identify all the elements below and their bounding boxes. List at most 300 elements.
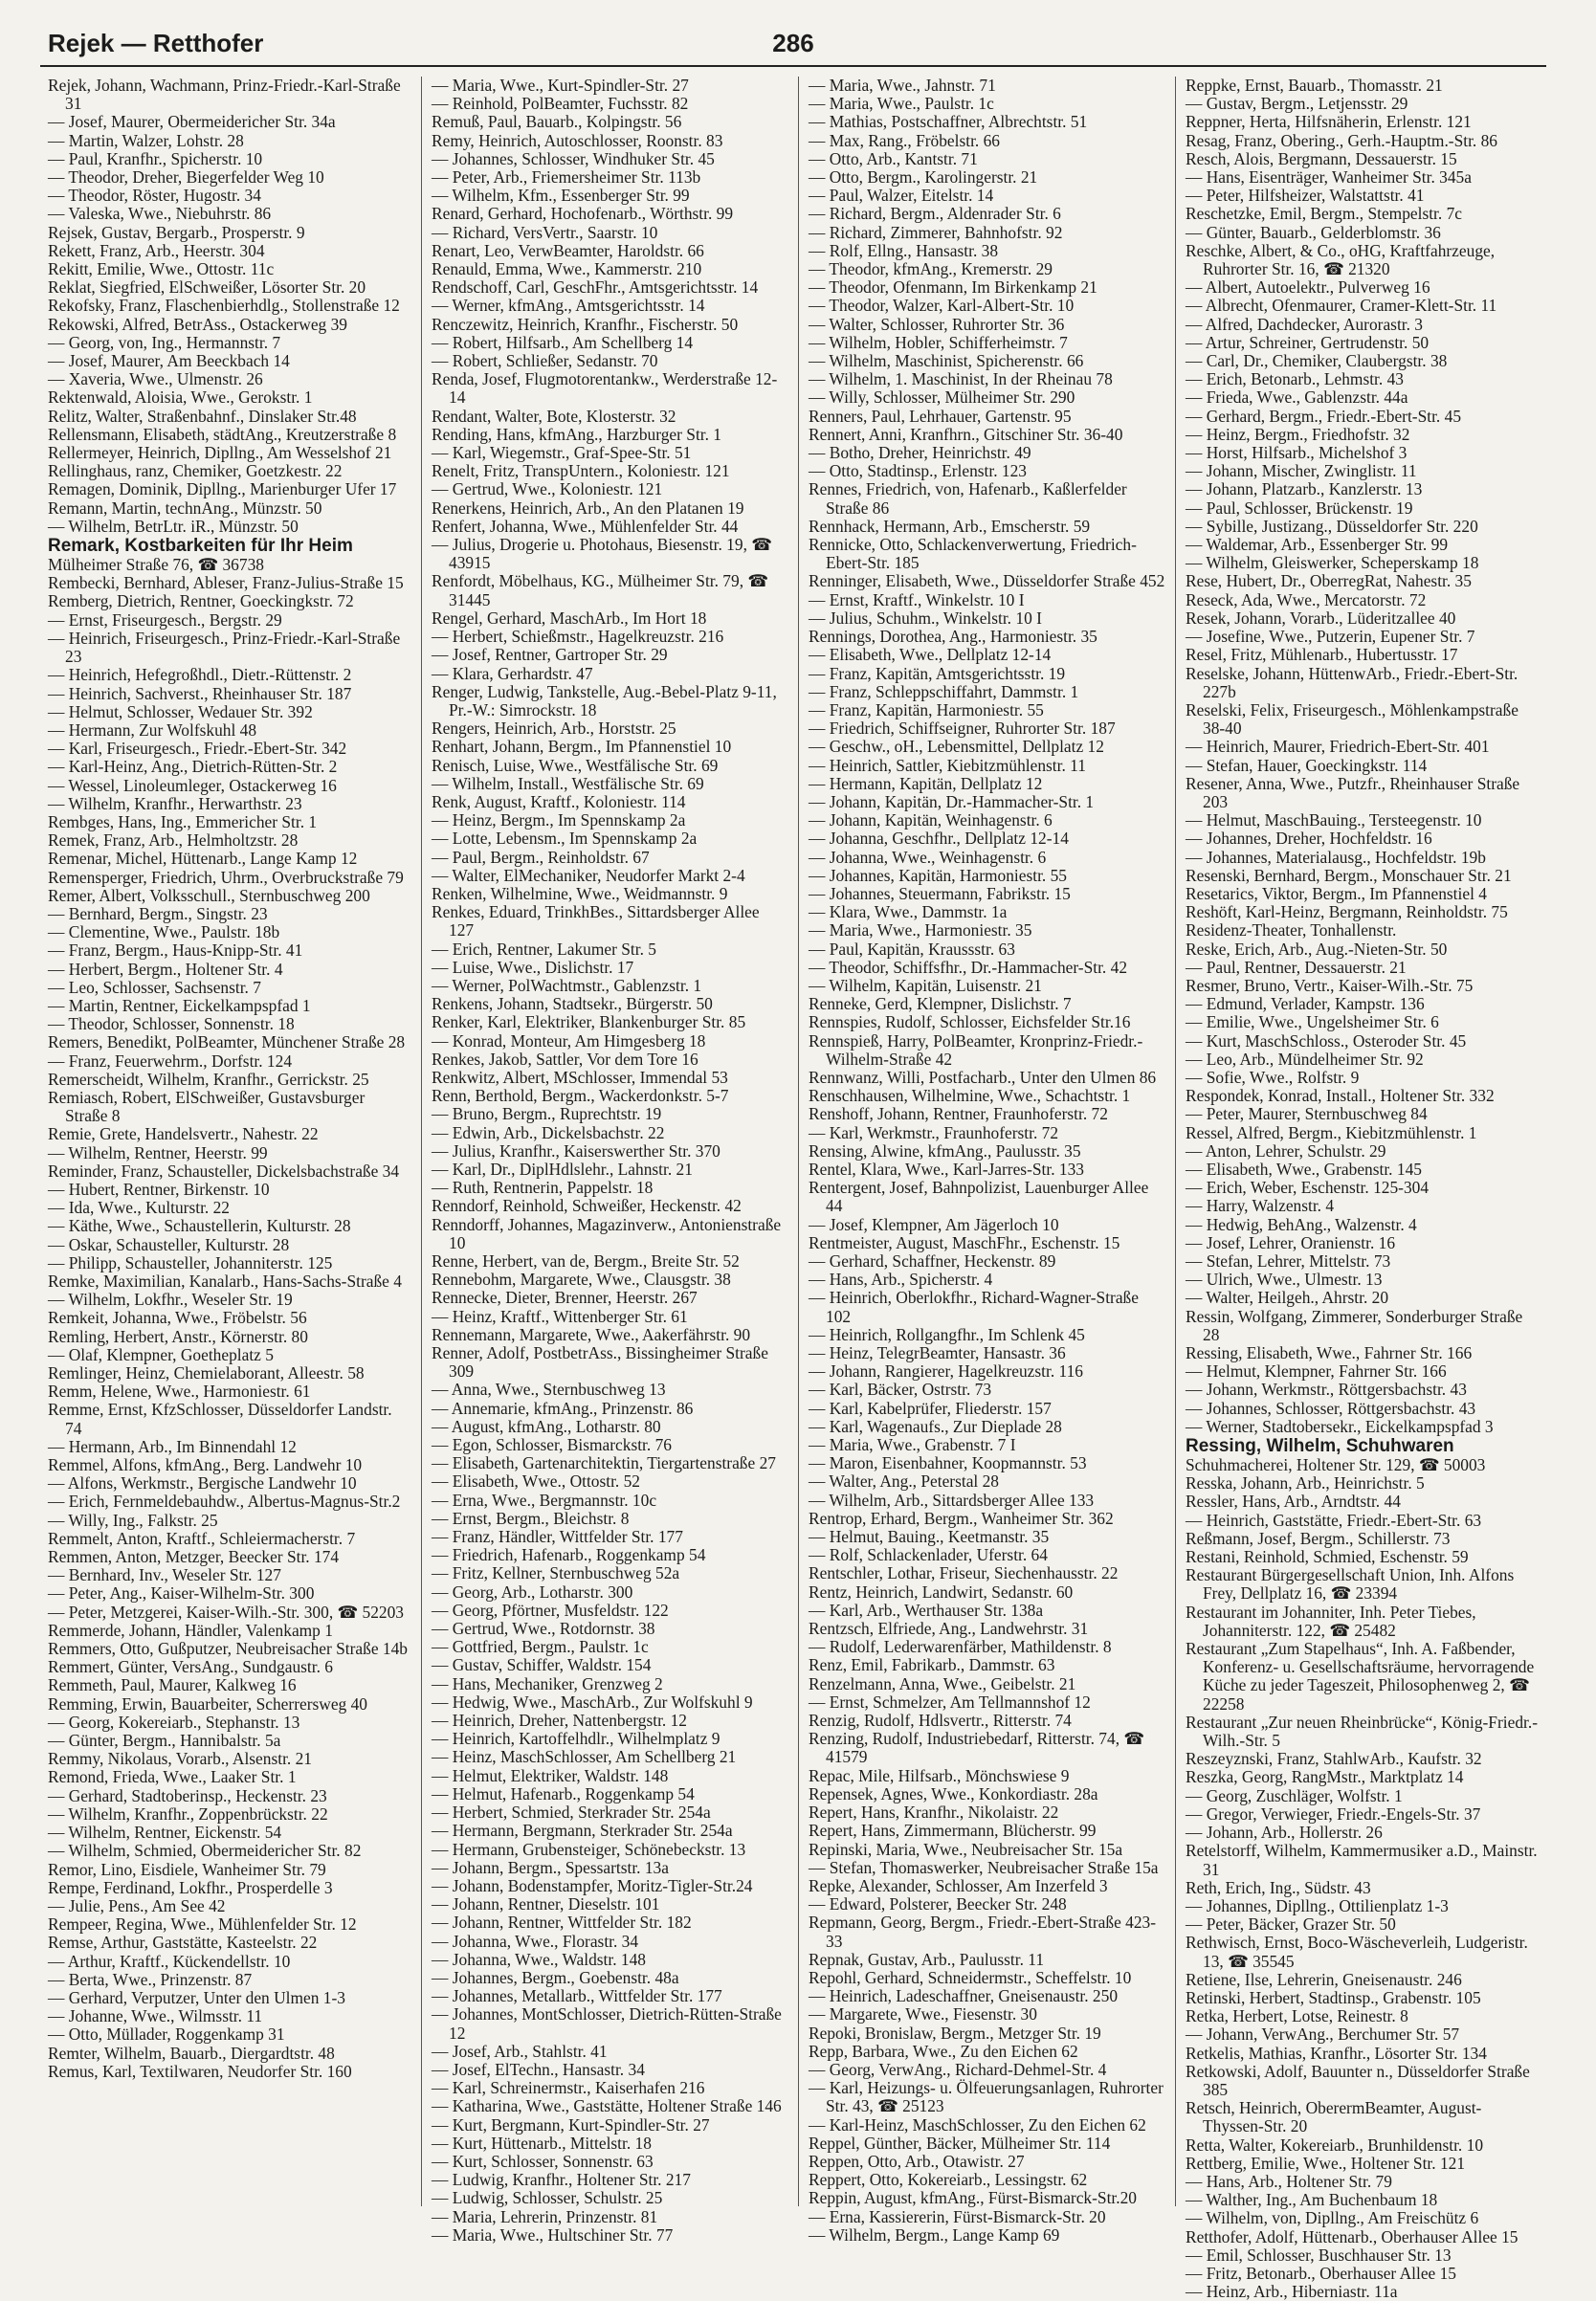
directory-entry: — Heinz, TelegrBeamter, Hansastr. 36 (809, 1343, 1066, 1363)
directory-entry: — Karl-Heinz, MaschSchlosser, Zu den Eichen 62 (809, 2114, 1146, 2135)
directory-entry: Retkowski, Adolf, Bauunter n., Düsseldorfer Straße 385 (1186, 2061, 1530, 2099)
directory-entry: — Sybille, Justizang., Düsseldorfer Str. 220 (1186, 516, 1478, 536)
directory-entry: — Walter, Ang., Peterstal 28 (809, 1471, 999, 1492)
directory-entry: — Theodor, Schlosser, Sonnenstr. 18 (48, 1014, 295, 1034)
directory-entry: — Gertrud, Wwe., Rotdornstr. 38 (432, 1619, 655, 1639)
directory-entry: — Wilhelm, Schmied, Obermeidericher Str. 82 (48, 1841, 362, 1861)
directory-entry: Reselski, Felix, Friseurgesch., Möhlenkampstraße 38-40 (1186, 699, 1518, 739)
directory-entry: Remmerde, Johann, Händler, Valenkamp 1 (48, 1620, 333, 1640)
directory-entry: Renfert, Johanna, Wwe., Mühlenfelder Str. 44 (432, 516, 739, 536)
directory-entry: — Emilie, Wwe., Ungelsheimer Str. 6 (1186, 1012, 1439, 1032)
directory-entry: Retelstorff, Wilhelm, Kammermusiker a.D., Mainstr. 31 (1186, 1841, 1538, 1879)
directory-entry: Renda, Josef, Flugmotorentankw., Werderstraße 12-14 (432, 369, 778, 408)
directory-entry: — Richard, Bergm., Aldenrader Str. 6 (809, 204, 1061, 224)
directory-entry: Remmelt, Anton, Kraftf., Schleiermacherstr. 7 (48, 1528, 356, 1548)
directory-entry: — Hedwig, BehAng., Walzenstr. 4 (1186, 1214, 1417, 1234)
directory-entry: Remter, Wilhelm, Bauarb., Diergardtstr. 48 (48, 2043, 335, 2063)
directory-entry: — Heinrich, Maurer, Friedrich-Ebert-Str. 401 (1186, 737, 1490, 757)
directory-entry: Repp, Barbara, Wwe., Zu den Eichen 62 (809, 2041, 1078, 2061)
directory-entry: Residenz-Theater, Tonhallenstr. (1186, 920, 1397, 940)
directory-entry: Reschke, Albert, & Co., oHG, Kraftfahrzeuge, Ruhrorter Str. 16, ☎ 21320 (1186, 240, 1496, 279)
directory-entry: — Heinz, Bergm., Im Spennskamp 2a (432, 810, 686, 830)
directory-entry: — Gustav, Bergm., Letjensstr. 29 (1186, 94, 1408, 114)
directory-entry: — Paul, Rentner, Dessauerstr. 21 (1186, 957, 1407, 977)
directory-entry: — Karl, Dr., DiplHdlslehr., Lahnstr. 21 (432, 1159, 693, 1179)
page-number: 286 (772, 29, 814, 57)
directory-entry: Remling, Herbert, Anstr., Körnerstr. 80 (48, 1326, 308, 1346)
directory-entry: Renhart, Johann, Bergm., Im Pfannenstiel 10 (432, 737, 732, 757)
directory-entry: Repke, Alexander, Schlosser, Am Inzerfeld 3 (809, 1875, 1108, 1895)
directory-entry: Rethwisch, Ernst, Boco-Wäscheverleih, Ludgeristr. 13, ☎ 35545 (1186, 1933, 1528, 1971)
directory-entry: Respondek, Konrad, Install., Holtener Str. 332 (1186, 1086, 1495, 1106)
directory-entry: Remie, Grete, Handelsvertr., Nahestr. 22 (48, 1124, 319, 1144)
directory-entry: Resel, Fritz, Mühlenarb., Hubertusstr. 17 (1186, 645, 1458, 665)
directory-entry: Rentmeister, August, MaschFhr., Eschenstr. 15 (809, 1232, 1120, 1252)
directory-entry: — Johann, Platzarb., Kanzlerstr. 13 (1186, 479, 1423, 499)
directory-entry: — Maria, Wwe., Grabenstr. 7 I (809, 1435, 1016, 1455)
directory-entry: — Josef, ElTechn., Hansastr. 34 (432, 2059, 645, 2079)
directory-entry: — Karl, Arb., Werthauser Str. 138a (809, 1600, 1044, 1620)
directory-entry: — Edmund, Verlader, Kampstr. 136 (1186, 994, 1425, 1014)
directory-entry: Reshöft, Karl-Heinz, Bergmann, Reinholdstr. 75 (1186, 902, 1508, 922)
directory-entry: Repmann, Georg, Bergm., Friedr.-Ebert-Straße 423-33 (809, 1913, 1157, 1951)
directory-entry: — Josefine, Wwe., Putzerin, Eupener Str. 7 (1186, 627, 1475, 647)
directory-entry: — Arthur, Kraftf., Kückendellstr. 10 (48, 1951, 291, 1971)
directory-entry: — Leo, Arb., Mündelheimer Str. 92 (1186, 1049, 1424, 1069)
directory-entry: — Kurt, Hüttenarb., Mittelstr. 18 (432, 2133, 652, 2153)
directory-entry: — Josef, Maurer, Am Beeckbach 14 (48, 351, 290, 371)
directory-entry: — Peter, Hilfsheizer, Walstattstr. 41 (1186, 186, 1425, 206)
directory-entry: — Leo, Schlosser, Sachsenstr. 7 (48, 977, 261, 997)
directory-entry: — Ludwig, Kranfhr., Holtener Str. 217 (432, 2170, 691, 2190)
directory-entry: — Werner, Stadtobersekr., Eickelkampspfad 3 (1186, 1416, 1494, 1436)
directory-entry: — Paul, Bergm., Reinholdstr. 67 (432, 847, 650, 867)
directory-entry: — Franz, Bergm., Haus-Knipp-Str. 41 (48, 940, 303, 961)
directory-entry: — Johannes, Schlosser, Röttgersbachstr. 43 (1186, 1398, 1476, 1418)
directory-entry: Rekofsky, Franz, Flaschenbierhdlg., Stollenstraße 12 (48, 296, 400, 316)
directory-entry: Renfordt, Möbelhaus, KG., Mülheimer Str. 79, ☎ 31445 (432, 571, 769, 609)
directory-entry: — Otto, Bergm., Karolingerstr. 21 (809, 167, 1038, 188)
directory-entry: — Paul, Kranfhr., Spicherstr. 10 (48, 148, 263, 168)
directory-entry: — Theodor, kfmAng., Kremerstr. 29 (809, 259, 1053, 279)
directory-entry: Reschetzke, Emil, Bergm., Stempelstr. 7c (1186, 204, 1462, 224)
directory-entry: Restaurant im Johanniter, Inh. Peter Tiebes, Johanniterstr. 122, ☎ 25482 (1186, 1602, 1476, 1640)
directory-entry: Reth, Erich, Ing., Südstr. 43 (1186, 1877, 1371, 1897)
directory-entry: Remberg, Dietrich, Rentner, Goeckingkstr. 72 (48, 591, 354, 611)
directory-entry: — Johann, Arb., Hollerstr. 26 (1186, 1823, 1383, 1843)
directory-entry: — Peter, Metzgerei, Kaiser-Wilh.-Str. 300, ☎ 52203 (48, 1602, 404, 1622)
directory-entry: Renelt, Fritz, TranspUntern., Koloniestr. 121 (432, 461, 730, 481)
directory-entry: — Annemarie, kfmAng., Prinzenstr. 86 (432, 1398, 694, 1418)
directory-entry: — Artur, Schreiner, Gertrudenstr. 50 (1186, 332, 1430, 352)
directory-entry: Rekett, Franz, Arb., Heerstr. 304 (48, 240, 265, 260)
directory-entry: — Josef, Lehrer, Oranienstr. 16 (1186, 1232, 1396, 1252)
advertisement-entry: Remark, Kostbarkeiten für Ihr Heim (48, 536, 353, 557)
directory-entry: Remmeth, Paul, Maurer, Kalkweg 16 (48, 1675, 297, 1695)
directory-entry: — Egon, Schlosser, Bismarckstr. 76 (432, 1435, 672, 1455)
directory-entry: Renk, August, Kraftf., Koloniestr. 114 (432, 791, 686, 811)
directory-entry: Rellensmann, Elisabeth, städtAng., Kreutzerstraße 8 (48, 424, 397, 444)
directory-entry: — Ernst, Kraftf., Winkelstr. 10 I (809, 589, 1025, 609)
directory-entry: — Georg, Arb., Lotharstr. 300 (432, 1582, 633, 1602)
directory-entry: Remus, Karl, Textilwaren, Neudorfer Str. 160 (48, 2061, 352, 2081)
directory-entry: Restaurant „Zur neuen Rheinbrücke“, König-Friedr.-Wilh.-Str. 5 (1186, 1712, 1538, 1751)
directory-entry: Repohl, Gerhard, Schneidermstr., Scheffelstr. 10 (809, 1967, 1132, 1987)
directory-entry: Remlinger, Heinz, Chemielaborant, Alleestr. 58 (48, 1363, 365, 1383)
directory-entry: — Wilhelm, Bergm., Lange Kamp 69 (809, 2224, 1060, 2245)
directory-entry: Ressler, Hans, Arb., Arndtstr. 44 (1186, 1492, 1401, 1512)
directory-entry: — Maria, Wwe., Harmoniestr. 35 (809, 920, 1032, 940)
directory-entry: Resetarics, Viktor, Bergm., Im Pfannenstiel 4 (1186, 883, 1487, 903)
directory-entry: — Johann, Rentner, Wittfelder Str. 182 (432, 1913, 692, 1933)
directory-entry: — Harry, Walzenstr. 4 (1186, 1196, 1335, 1216)
directory-entry: Reselske, Johann, HüttenwArb., Friedr.-Ebert-Str. 227b (1186, 663, 1518, 701)
directory-entry: Repensek, Agnes, Wwe., Konkordiastr. 28a (809, 1783, 1098, 1803)
directory-entry: Renzing, Rudolf, Industriebedarf, Ritterstr. 74, ☎ 41579 (809, 1729, 1145, 1767)
directory-entry: Renkens, Johann, Stadtsekr., Bürgerstr. 50 (432, 994, 713, 1014)
directory-entry: — Gerhard, Verputzer, Unter den Ulmen 1-3 (48, 1987, 345, 2007)
directory-entry: — Karl, Bäcker, Ostrstr. 73 (809, 1380, 992, 1400)
directory-entry: — Georg, Pförtner, Musfeldstr. 122 (432, 1600, 669, 1620)
directory-entry: Renners, Paul, Lehrhauer, Gartenstr. 95 (809, 406, 1072, 426)
directory-entry: — Hans, Arb., Spicherstr. 4 (809, 1270, 993, 1290)
directory-entry: Remagen, Dominik, Dipllng., Marienburger Ufer 17 (48, 479, 397, 499)
directory-entry: Remke, Maximilian, Kanalarb., Hans-Sachs-Straße 4 (48, 1272, 402, 1291)
directory-entry: — Heinrich, Rollgangfhr., Im Schlenk 45 (809, 1324, 1085, 1344)
directory-entry: — Bernhard, Inv., Weseler Str. 127 (48, 1565, 281, 1585)
directory-entry: Rennhack, Hermann, Arb., Emscherstr. 59 (809, 516, 1091, 536)
directory-entry: Reppel, Günther, Bäcker, Mülheimer Str. 114 (809, 2133, 1111, 2153)
directory-entry: — Julius, Kranfhr., Kaiserswerther Str. 370 (432, 1140, 720, 1161)
directory-entry: Renninger, Elisabeth, Wwe., Düsseldorfer Straße 452 (809, 571, 1165, 591)
directory-entry: Resenski, Bernhard, Bergm., Monschauer Str. 21 (1186, 865, 1512, 885)
directory-entry: — Hans, Mechaniker, Grenzweg 2 (432, 1673, 663, 1693)
directory-entry: — Robert, Schließer, Sedanstr. 70 (432, 351, 658, 371)
directory-entry: Rendschoff, Carl, GeschFhr., Amtsgerichtsstr. 14 (432, 277, 759, 298)
directory-entry: — Friedrich, Schiffseigner, Ruhrorter Str. 187 (809, 719, 1116, 739)
directory-entry: — Willy, Schlosser, Mülheimer Str. 290 (809, 387, 1075, 408)
directory-entry: — Wilhelm, Kranfhr., Zoppenbrückstr. 22 (48, 1803, 328, 1824)
directory-entry: Renner, Adolf, PostbetrAss., Bissingheimer Straße 309 (432, 1343, 768, 1382)
directory-entry: Rekitt, Emilie, Wwe., Ottostr. 11c (48, 259, 275, 279)
directory-entry: Remmers, Otto, Gußputzer, Neubreisacher Straße 14b (48, 1639, 408, 1659)
directory-entry: — Sofie, Wwe., Rolfstr. 9 (1186, 1067, 1360, 1087)
directory-entry: — Erich, Rentner, Lakumer Str. 5 (432, 939, 656, 959)
directory-entry: — Ernst, Bergm., Bleichstr. 8 (432, 1508, 630, 1528)
directory-entry: — Franz, Feuerwehrm., Dorfstr. 124 (48, 1051, 293, 1071)
directory-entry: — Georg, Kokereiarb., Stephanstr. 13 (48, 1712, 300, 1732)
directory-entry: Remond, Frieda, Wwe., Laaker Str. 1 (48, 1767, 297, 1787)
directory-entry: — Paul, Schlosser, Brückenstr. 19 (1186, 498, 1413, 518)
directory-entry: — Wilhelm, Hobler, Schifferheimstr. 7 (809, 332, 1068, 352)
directory-entry: Remek, Franz, Arb., Helmholtzstr. 28 (48, 830, 299, 851)
directory-entry: Rentz, Heinrich, Landwirt, Sedanstr. 60 (809, 1582, 1074, 1602)
directory-entry: Rejsek, Gustav, Bergarb., Prosperstr. 9 (48, 222, 305, 242)
directory-entry: Reppke, Ernst, Bauarb., Thomasstr. 21 (1186, 76, 1443, 95)
directory-entry: — Erna, Kassiererin, Fürst-Bismarck-Str. 20 (809, 2206, 1106, 2226)
directory-entry: — Johanna, Wwe., Florastr. 34 (432, 1931, 639, 1951)
directory-entry: Rennecke, Dieter, Brenner, Heerstr. 267 (432, 1288, 698, 1308)
directory-entry: Rempe, Ferdinand, Lokfhr., Prosperdelle 3 (48, 1877, 333, 1897)
directory-entry: — Johann, Bodenstampfer, Moritz-Tigler-Str.24 (432, 1875, 753, 1895)
directory-entry: — Hans, Eisenträger, Wanheimer Str. 345a (1186, 167, 1472, 188)
directory-entry: — Erna, Wwe., Bergmannstr. 10c (432, 1490, 657, 1510)
directory-entry: Restani, Reinhold, Schmied, Eschenstr. 59 (1186, 1547, 1469, 1567)
directory-entry: — Heinrich, Kartoffelhdlr., Wilhelmplatz 9 (432, 1729, 720, 1749)
directory-entry: Remann, Martin, technAng., Münzstr. 50 (48, 498, 322, 518)
directory-entry: — Karl, Wiegemstr., Graf-Spee-Str. 51 (432, 443, 692, 463)
directory-entry: Rektenwald, Aloisia, Wwe., Gerokstr. 1 (48, 387, 313, 408)
directory-entry: — Hermann, Arb., Im Binnendahl 12 (48, 1436, 297, 1456)
directory-entry: — Johann, Rangierer, Hagelkreuzstr. 116 (809, 1361, 1083, 1382)
directory-entry: — Olaf, Klempner, Goetheplatz 5 (48, 1344, 274, 1364)
directory-entry: — Johanne, Wwe., Wilmsstr. 11 (48, 2006, 263, 2026)
directory-entry: — Walter, Schlosser, Ruhrorter Str. 36 (809, 314, 1065, 334)
running-head: Rejek — Retthofer (48, 29, 264, 57)
directory-entry: Rengel, Gerhard, MaschArb., Im Hort 18 (432, 608, 707, 628)
directory-entry: Renard, Gerhard, Hochofenarb., Wörthstr. 99 (432, 204, 734, 224)
directory-entry: — Wilhelm, Gleiswerker, Scheperskamp 18 (1186, 553, 1479, 573)
directory-entry: — Helmut, Klempner, Fahrner Str. 166 (1186, 1361, 1447, 1382)
directory-entry: — Wilhelm, Kfm., Essenberger Str. 99 (432, 186, 690, 206)
directory-entry: — Xaveria, Wwe., Ulmenstr. 26 (48, 369, 263, 389)
directory-entry: Renz, Emil, Fabrikarb., Dammstr. 63 (809, 1655, 1055, 1675)
directory-entry: — Hermann, Bergmann, Sterkrader Str. 254a (432, 1821, 733, 1841)
directory-entry: Renauld, Emma, Wwe., Kammerstr. 210 (432, 259, 702, 279)
directory-entry: — Peter, Bäcker, Grazer Str. 50 (1186, 1914, 1396, 1935)
directory-entry: Repac, Mile, Hilfsarb., Mönchswiese 9 (809, 1765, 1070, 1785)
directory-entry: — Max, Rang., Fröbelstr. 66 (809, 130, 1000, 150)
directory-entry: — Elisabeth, Gartenarchitektin, Tiergartenstraße 27 (432, 1453, 776, 1473)
directory-entry: Renkes, Eduard, TrinkhBes., Sittardsberger Allee 127 (432, 902, 760, 940)
directory-entry: — Alfred, Dachdecker, Aurorastr. 3 (1186, 314, 1424, 334)
directory-entry: — Johannes, Dreher, Hochfeldstr. 16 (1186, 829, 1432, 849)
directory-entry: Rese, Hubert, Dr., OberregRat, Nahestr. 35 (1186, 571, 1472, 591)
directory-entry: Remm, Helene, Wwe., Harmoniestr. 61 (48, 1382, 311, 1402)
directory-entry: — Heinrich, Dreher, Nattenbergstr. 12 (432, 1711, 688, 1731)
directory-entry: — Horst, Hilfsarb., Michelshof 3 (1186, 443, 1408, 463)
directory-entry: — Gerhard, Bergm., Friedr.-Ebert-Str. 45 (1186, 406, 1462, 426)
directory-entry: Rellinghaus, ranz, Chemiker, Goetzkestr. 22 (48, 461, 343, 481)
directory-entry: — Julius, Drogerie u. Photohaus, Biesenstr. 19, ☎ 43915 (432, 535, 772, 573)
directory-entry: Rennebohm, Margarete, Wwe., Clausgstr. 38 (432, 1270, 731, 1290)
directory-entry: Retthofer, Adolf, Hüttenarb., Oberhauser Allee 15 (1186, 2226, 1518, 2246)
directory-entry: — Elisabeth, Wwe., Ottostr. 52 (432, 1471, 641, 1492)
directory-entry: Rempeer, Regina, Wwe., Mühlenfelder Str. 12 (48, 1914, 357, 1935)
directory-entry: Renerkens, Heinrich, Arb., An den Platanen 19 (432, 498, 744, 518)
directory-entry: — Karl, Kabelprüfer, Fliederstr. 157 (809, 1398, 1052, 1418)
directory-entry: — Albert, Autoelektr., Pulverweg 16 (1186, 277, 1430, 298)
directory-entry: — Hermann, Kapitän, Dellplatz 12 (809, 773, 1043, 793)
directory-entry: — Gregor, Verwieger, Friedr.-Engels-Str. 37 (1186, 1803, 1481, 1824)
directory-entry: — Erich, Betonarb., Lehmstr. 43 (1186, 369, 1404, 389)
directory-entry: — Fritz, Betonarb., Oberhauser Allee 15 (1186, 2263, 1457, 2283)
directory-entry: — Gertrud, Wwe., Koloniestr. 121 (432, 479, 663, 499)
directory-entry: Remensperger, Friedrich, Uhrm., Overbruckstraße 79 (48, 867, 404, 887)
directory-entry: — Edward, Polsterer, Beecker Str. 248 (809, 1894, 1067, 1914)
directory-entry: — Hedwig, Wwe., MaschArb., Zur Wolfskuhl 9 (432, 1692, 753, 1712)
directory-entry: Repinski, Maria, Wwe., Neubreisacher Str. 15a (809, 1839, 1123, 1859)
directory-entry: Remmert, Günter, VersAng., Sundgaustr. 6 (48, 1657, 333, 1677)
directory-entry: Renisch, Luise, Wwe., Westfälische Str. 69 (432, 755, 719, 775)
directory-entry: Retta, Walter, Kokereiarb., Brunhildenstr. 10 (1186, 2135, 1484, 2155)
directory-entry: — Maria, Wwe., Jahnstr. 71 (809, 76, 996, 95)
directory-entry: Rennspieß, Harry, PolBeamter, Kronprinz-Friedr.-Wilhelm-Straße 42 (809, 1030, 1143, 1069)
directory-entry: Repert, Hans, Kranfhr., Nikolaistr. 22 (809, 1803, 1059, 1823)
directory-entry: Remer, Albert, Volksschull., Sternbuschweg 200 (48, 885, 370, 905)
directory-entry: — Josef, Rentner, Gartroper Str. 29 (432, 645, 668, 665)
directory-entry: — Günter, Bauarb., Gelderblomstr. 36 (1186, 222, 1441, 242)
directory-entry: Retinski, Herbert, Stadtinsp., Grabenstr. 105 (1186, 1987, 1481, 2007)
directory-entry: Resch, Alois, Bergmann, Dessauerstr. 15 (1186, 148, 1457, 168)
directory-entry: — Hermann, Zur Wolfskuhl 48 (48, 719, 257, 740)
directory-entry: — Ruth, Rentnerin, Pappelstr. 18 (432, 1178, 654, 1198)
directory-entry: — Johannes, Bergm., Goebenstr. 48a (432, 1967, 679, 1987)
directory-entry: — Wilhelm, 1. Maschinist, In der Rheinau 78 (809, 369, 1113, 389)
directory-entry: — Ludwig, Schlosser, Schulstr. 25 (432, 2188, 663, 2208)
directory-entry: Renndorff, Johannes, Magazinverw., Antonienstraße 10 (432, 1214, 782, 1252)
directory-entry: Relitz, Walter, Straßenbahnf., Dinslaker Str.48 (48, 406, 357, 426)
directory-entry: — Fritz, Kellner, Sternbuschweg 52a (432, 1563, 680, 1583)
directory-entry: Renkwitz, Albert, MSchlosser, Immendal 53 (432, 1067, 728, 1087)
directory-entry: — Geschw., oH., Lebensmittel, Dellplatz 12 (809, 737, 1104, 757)
directory-entry: — Wilhelm, von, Dipllng., Am Freischütz 6 (1186, 2208, 1479, 2228)
directory-entry: Ressin, Wolfgang, Zimmerer, Sonderburger Straße 28 (1186, 1306, 1523, 1344)
directory-entry: — Hans, Arb., Holtener Str. 79 (1186, 2171, 1392, 2191)
directory-entry: Ressing, Elisabeth, Wwe., Fahrner Str. 166 (1186, 1343, 1473, 1363)
directory-entry: — Heinrich, Gaststätte, Friedr.-Ebert-Str. 63 (1186, 1510, 1482, 1530)
directory-entry: — Johanna, Geschfhr., Dellplatz 12-14 (809, 829, 1069, 849)
directory-entry: — Gerhard, Stadtoberinsp., Heckenstr. 23 (48, 1785, 327, 1805)
directory-entry: — Günter, Bergm., Hannibalstr. 5a (48, 1731, 281, 1751)
directory-entry: — Walter, ElMechaniker, Neudorfer Markt 2-4 (432, 865, 745, 885)
directory-entry: Renzig, Rudolf, Hdlsvertr., Ritterstr. 74 (809, 1711, 1072, 1731)
directory-entry: Remor, Lino, Eisdiele, Wanheimer Str. 79 (48, 1859, 326, 1879)
directory-entry: — Wilhelm, Rentner, Heerstr. 99 (48, 1142, 268, 1162)
directory-entry: Remiasch, Robert, ElSchweißer, Gustavsburger Straße 8 (48, 1087, 366, 1126)
directory-entry: — Lotte, Lebensm., Im Spennskamp 2a (432, 829, 698, 849)
directory-entry: Rembges, Hans, Ing., Emmericher Str. 1 (48, 811, 318, 831)
directory-entry: — Heinz, Kraftf., Wittenberger Str. 61 (432, 1306, 688, 1326)
directory-entry: — Frieda, Wwe., Gablenzstr. 44a (1186, 387, 1408, 408)
directory-entry: — Maria, Lehrerin, Prinzenstr. 81 (432, 2206, 658, 2226)
directory-entry: — Otto, Müllader, Roggenkamp 31 (48, 2024, 285, 2045)
directory-entry: Retiene, Ilse, Lehrerin, Gneisenaustr. 246 (1186, 1969, 1462, 1989)
directory-entry: — Peter, Maurer, Sternbuschweg 84 (1186, 1104, 1428, 1124)
directory-entry: — Karl, Heizungs- u. Ölfeuerungsanlagen, Ruhrorter Str. 43, ☎ 25123 (809, 2078, 1164, 2116)
directory-entry: Reszka, Georg, RangMstr., Marktplatz 14 (1186, 1767, 1464, 1787)
directory-entry: Renken, Wilhelmine, Wwe., Weidmannstr. 9 (432, 883, 728, 903)
directory-entry: — Hermann, Grubensteiger, Schönebeckstr. 13 (432, 1839, 746, 1859)
directory-entry: Rendant, Walter, Bote, Klosterstr. 32 (432, 406, 676, 426)
directory-entry: — Heinrich, Sattler, Kiebitzmühlenstr. 11 (809, 755, 1086, 775)
directory-entry: — Johann, Rentner, Dieselstr. 101 (432, 1894, 660, 1914)
directory-entry: — Paul, Kapitän, Kraussstr. 63 (809, 939, 1015, 959)
directory-entry: Reßmann, Josef, Bergm., Schillerstr. 73 (1186, 1528, 1451, 1548)
directory-entry: — Oskar, Schausteller, Kulturstr. 28 (48, 1234, 290, 1254)
directory-entry: Reppin, August, kfmAng., Fürst-Bismarck-Str.20 (809, 2188, 1137, 2208)
directory-entry: Renneke, Gerd, Klempner, Dislichstr. 7 (809, 994, 1072, 1014)
directory-entry: Renker, Karl, Elektriker, Blankenburger Str. 85 (432, 1012, 746, 1032)
directory-entry: Renkes, Jakob, Sattler, Vor dem Tore 16 (432, 1049, 698, 1069)
directory-entry: — Maria, Wwe., Hultschiner Str. 77 (432, 2224, 674, 2245)
directory-entry: — Edwin, Arb., Dickelsbachstr. 22 (432, 1122, 665, 1142)
directory-entry: Repert, Hans, Zimmermann, Blücherstr. 99 (809, 1821, 1097, 1841)
directory-entry: Remmy, Nikolaus, Vorarb., Alsenstr. 21 (48, 1749, 312, 1769)
directory-entry: — Wilhelm, Kranfhr., Herwarthstr. 23 (48, 793, 302, 813)
directory-entry: Rennes, Friedrich, von, Hafenarb., Kaßlerfelder Straße 86 (809, 479, 1127, 518)
directory-entry: — Kurt, Bergmann, Kurt-Spindler-Str. 27 (432, 2114, 710, 2135)
directory-entry: Renshoff, Johann, Rentner, Fraunhoferstr. 72 (809, 1104, 1108, 1124)
directory-entry: — Maria, Wwe., Kurt-Spindler-Str. 27 (432, 76, 689, 95)
directory-entry: — Anton, Lehrer, Schulstr. 29 (1186, 1140, 1386, 1161)
directory-entry: — Walther, Ing., Am Buchenbaum 18 (1186, 2190, 1438, 2210)
directory-entry: — Franz, Schleppschiffahrt, Dammstr. 1 (809, 681, 1079, 701)
directory-entry: — Kurt, MaschSchloss., Osteroder Str. 45 (1186, 1030, 1467, 1051)
directory-entry: — Rolf, Schlackenlader, Uferstr. 64 (809, 1545, 1048, 1565)
directory-entry: Renn, Berthold, Bergm., Wackerdonkstr. 5-7 (432, 1086, 729, 1106)
directory-entry: — Karl, Wagenaufs., Zur Dieplade 28 (809, 1416, 1062, 1436)
directory-entry: Reszeyznski, Franz, StahlwArb., Kaufstr. 32 (1186, 1749, 1482, 1769)
directory-entry: — Georg, von, Ing., Hermannstr. 7 (48, 332, 281, 352)
directory-entry: — Werner, PolWachtmstr., Gablenzstr. 1 (432, 975, 702, 995)
directory-entry: — Ernst, Schmelzer, Am Tellmannshof 12 (809, 1692, 1091, 1712)
directory-entry: — Bernhard, Bergm., Singstr. 23 (48, 903, 268, 923)
directory-entry: — Paul, Walzer, Eitelstr. 14 (809, 186, 994, 206)
directory-entry: — Ida, Wwe., Kulturstr. 22 (48, 1198, 230, 1218)
directory-entry: — Robert, Hilfsarb., Am Schellberg 14 (432, 332, 694, 352)
directory-entry: Rembecki, Bernhard, Ableser, Franz-Julius-Straße 15 (48, 573, 404, 593)
directory-entry: — Willy, Ing., Falkstr. 25 (48, 1510, 218, 1530)
page-header (40, 23, 1546, 67)
directory-entry: — Wilhelm, Lokfhr., Weseler Str. 19 (48, 1290, 293, 1310)
directory-entry: Rennemann, Margarete, Wwe., Aakerfährstr. 90 (432, 1324, 751, 1344)
directory-entry: — Peter, Ang., Kaiser-Wilhelm-Str. 300 (48, 1583, 315, 1604)
directory-entry: — Theodor, Walzer, Karl-Albert-Str. 10 (809, 296, 1075, 316)
directory-entry: — Herbert, Schmied, Sterkrader Str. 254a (432, 1803, 711, 1823)
directory-entry: — Julie, Pens., Am See 42 (48, 1895, 226, 1915)
directory-entry: Retkelis, Mathias, Kranfhr., Lösorter Str. 134 (1186, 2043, 1487, 2063)
directory-entry: — Helmut, Hafenarb., Roggenkamp 54 (432, 1783, 695, 1803)
directory-entry: Renschhausen, Wilhelmine, Wwe., Schachtstr. 1 (809, 1086, 1131, 1106)
directory-entry: — Heinrich, Friseurgesch., Prinz-Friedr.-Karl-Straße 23 (48, 628, 401, 667)
directory-entry: — Albrecht, Ofenmaurer, Cramer-Klett-Str. 11 (1186, 296, 1497, 316)
directory-entry: Remers, Benedikt, PolBeamter, Münchener Straße 28 (48, 1032, 406, 1052)
column-3 (798, 76, 1175, 2245)
directory-entry: Resmer, Bruno, Vertr., Kaiser-Wilh.-Str. 75 (1186, 975, 1474, 995)
directory-entry: — Ernst, Friseurgesch., Bergstr. 29 (48, 609, 282, 630)
directory-entry: Rejek, Johann, Wachmann, Prinz-Friedr.-Karl-Straße 31 (48, 76, 401, 114)
directory-entry: — Klara, Gerhardstr. 47 (432, 663, 593, 683)
directory-entry: — Josef, Maurer, Obermeidericher Str. 34a (48, 112, 336, 132)
directory-entry: — Philipp, Schausteller, Johanniterstr. 125 (48, 1252, 333, 1272)
directory-entry: — Wilhelm, Rentner, Eickenstr. 54 (48, 1823, 282, 1843)
directory-entry: Rentzsch, Elfriede, Ang., Landwehrstr. 31 (809, 1619, 1089, 1639)
directory-entry: Renne, Herbert, van de, Bergm., Breite Str. 52 (432, 1251, 740, 1271)
directory-entry: Restaurant Bürgergesellschaft Union, Inh. Alfons Frey, Dellplatz 16, ☎ 23394 (1186, 1565, 1515, 1604)
directory-entry: — Johannes, Steuermann, Fabrikstr. 15 (809, 883, 1071, 903)
directory-entry: — Martin, Rentner, Eickelkampspfad 1 (48, 995, 311, 1015)
directory-entry: — Johann, Mischer, Zwinglistr. 11 (1186, 461, 1417, 481)
column-1 (44, 77, 421, 2206)
directory-entry: Rellermeyer, Heinrich, Dipllng., Am Wesselshof 21 (48, 443, 392, 463)
directory-entry: — Gerhard, Schaffner, Heckenstr. 89 (809, 1251, 1056, 1271)
directory-entry: — Heinrich, Ladeschaffner, Gneisenaustr. 250 (809, 1986, 1119, 2006)
directory-entry: — Anna, Wwe., Sternbuschweg 13 (432, 1380, 666, 1400)
directory-entry: Rennings, Dorothea, Ang., Harmoniestr. 35 (809, 627, 1097, 647)
directory-entry: Remming, Erwin, Bauarbeiter, Scherrersweg 40 (48, 1693, 367, 1714)
directory-entry: Remme, Ernst, KfzSchlosser, Düsseldorfer Landstr. 74 (48, 1400, 392, 1438)
